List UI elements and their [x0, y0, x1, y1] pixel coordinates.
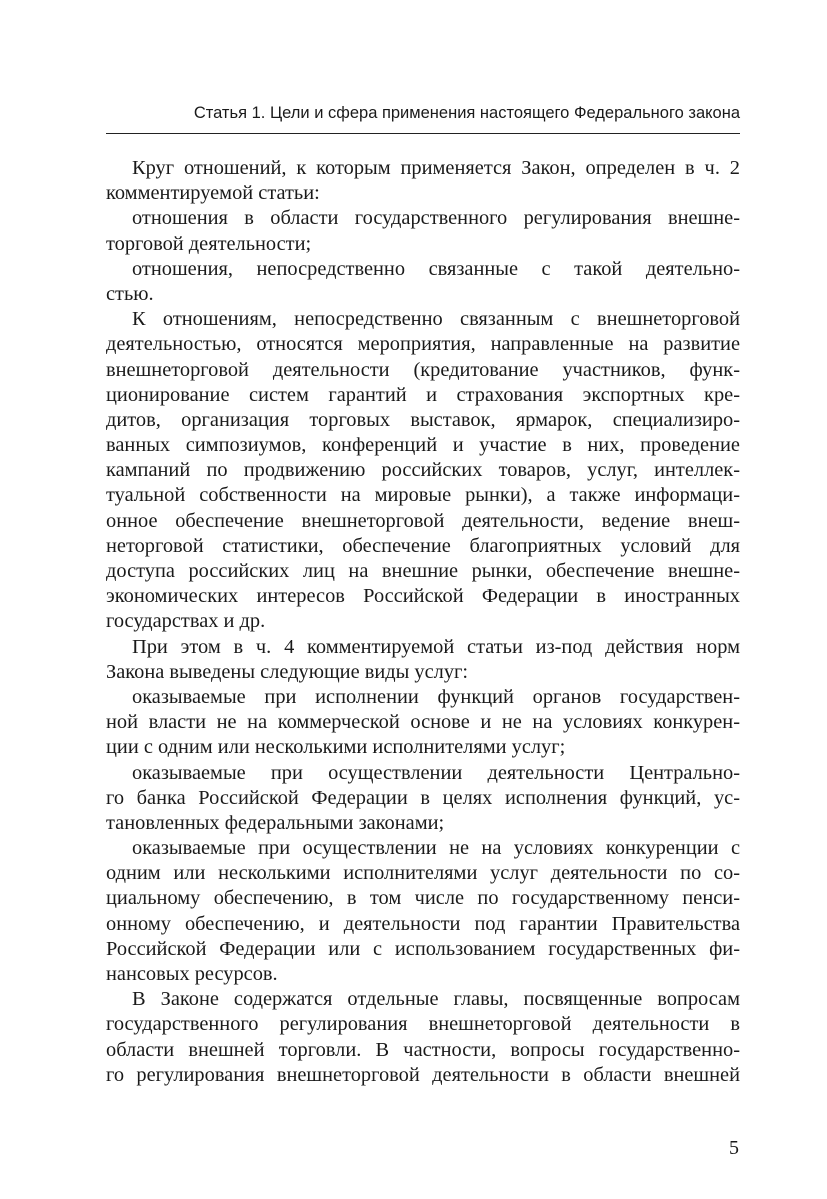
- text-line: тановленных федеральными законами;: [106, 811, 445, 834]
- text-line: торговой деятельности;: [106, 232, 312, 255]
- text-line: государственного регулирования внешнеторговой деятельности в: [106, 1013, 740, 1036]
- text-line: оказываемые при осуществлении не на условиях конкуренции с: [132, 837, 740, 860]
- text-line: ции с одним или несколькими исполнителями услуг;: [106, 736, 566, 759]
- text-line: отношения в области государственного регулирования внешне-: [132, 207, 740, 230]
- text-line: Круг отношений, к которым применяется Закон, определен в ч. 2: [132, 157, 740, 179]
- text-line: деятельностью, относятся мероприятия, направленные на развитие: [106, 333, 740, 356]
- text-line: онное обеспечение внешнеторговой деятельности, ведение внеш-: [106, 509, 740, 532]
- text-line: Российской Федерации или с использованием государственных фи-: [106, 937, 740, 960]
- text-line: оказываемые при исполнении функций органов государствен-: [132, 685, 740, 708]
- page-number: 5: [729, 1137, 739, 1159]
- paragraph: [106, 836, 740, 987]
- text-line: онному обеспечению, и деятельности под гарантии Правительства: [106, 912, 740, 935]
- text-line: ной власти не на коммерческой основе и не на условиях конкурен-: [106, 711, 740, 734]
- text-line: нансовых ресурсов.: [106, 963, 278, 985]
- running-header: [106, 98, 740, 134]
- body-text: [106, 156, 740, 1088]
- text-line: области внешней торговли. В частности, вопросы государственно-: [106, 1038, 740, 1061]
- text-line: го регулирования внешнеторговой деятельности в области внешней: [106, 1063, 740, 1086]
- text-line: ционирование систем гарантий и страхования экспортных кре-: [106, 383, 740, 406]
- text-line: экономических интересов Российской Федерации в иностранных: [106, 585, 740, 608]
- text-line: дитов, организация торговых выставок, ярмарок, специализиро-: [106, 408, 740, 431]
- text-line: комментируемой статьи:: [106, 182, 320, 205]
- paragraph: [106, 987, 740, 1088]
- text-line: неторговой статистики, обеспечение благоприятных условий для: [106, 534, 740, 557]
- text-line: одним или несколькими исполнителями услуг деятельности по со-: [106, 862, 740, 885]
- paragraph: [106, 257, 740, 307]
- text-line: доступа российских лиц на внешние рынки, обеспечение внешне-: [106, 560, 740, 582]
- text-line: стью.: [106, 282, 154, 305]
- text-line: При этом в ч. 4 комментируемой статьи из-под действия норм: [132, 635, 740, 658]
- text-line: туальной собственности на мировые рынки), а также информаци-: [106, 484, 740, 507]
- text-line: Закона выведены следующие виды услуг:: [106, 660, 469, 683]
- text-line: отношения, непосредственно связанные с такой деятельно-: [132, 257, 740, 280]
- paragraph: [106, 635, 740, 685]
- text-line: ванных симпозиумов, конференций и участие в них, проведение: [106, 434, 740, 457]
- text-line: циальному обеспечению, в том числе по государственному пенси-: [106, 887, 740, 910]
- text-line: В Законе содержатся отдельные главы, посвященные вопросам: [132, 988, 740, 1011]
- paragraph: [106, 206, 740, 256]
- paragraph: [106, 685, 740, 761]
- paragraph: [106, 156, 740, 206]
- text-line: го банка Российской Федерации в целях исполнения функций, ус-: [106, 786, 740, 809]
- text-line: внешнеторговой деятельности (кредитование участников, функ-: [106, 358, 740, 381]
- text-line: государствах и др.: [106, 610, 266, 633]
- running-title: Статья 1. Цели и сфера применения настоящего Федерального закона: [193, 104, 740, 122]
- text-line: кампаний по продвижению российских товаров, услуг, интеллек-: [106, 459, 740, 482]
- text-line: оказываемые при осуществлении деятельности Центрально-: [132, 761, 740, 784]
- paragraph: [106, 307, 740, 634]
- paragraph: [106, 761, 740, 837]
- text-line: К отношениям, непосредственно связанным с внешнеторговой: [132, 308, 740, 331]
